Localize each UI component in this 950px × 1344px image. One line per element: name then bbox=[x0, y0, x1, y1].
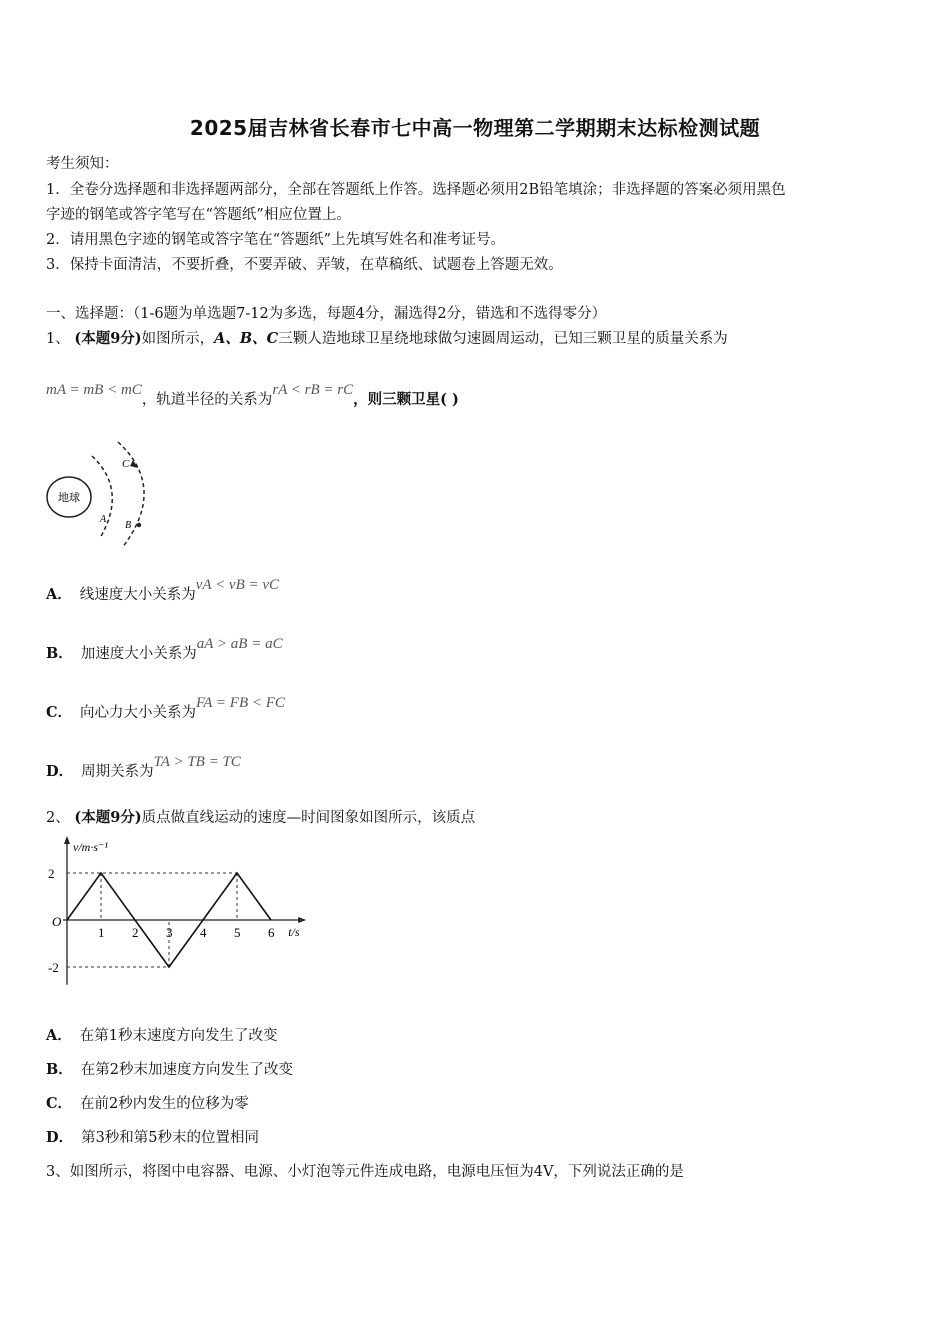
earth-label: 地球 bbox=[58, 492, 80, 504]
page-title: 2025届吉林省长春市七中高一物理第二学期期末达标检测试题 bbox=[189, 116, 761, 140]
option-equation: aA > aB = aC bbox=[196, 636, 283, 652]
option-label: B． bbox=[46, 645, 73, 662]
option-label: A． bbox=[46, 1027, 72, 1044]
q2-option-b[interactable] bbox=[46, 1058, 293, 1079]
question-3-stem bbox=[46, 1160, 684, 1181]
section-heading: 一、选择题：（1-6题为单选题7-12为多选，每题4分，漏选得2分，错选和不选得零分） bbox=[46, 306, 607, 322]
option-text: 周期关系为 bbox=[81, 764, 154, 780]
option-text: 在第1秒末速度方向发生了改变 bbox=[79, 1028, 278, 1044]
option-label: B． bbox=[46, 1061, 73, 1078]
notice-item-3: 3．保持卡面清洁，不要折叠，不要弄破、弄皱，在草稿纸、试题卷上答题无效。 bbox=[46, 257, 563, 273]
q1-option-d[interactable] bbox=[46, 754, 241, 781]
option-label: D． bbox=[46, 1129, 74, 1146]
question-number: 2、 bbox=[46, 810, 70, 826]
x-tick-label: 1 bbox=[98, 925, 105, 940]
x-tick-label: 6 bbox=[268, 925, 275, 940]
q2-option-c[interactable] bbox=[46, 1092, 249, 1113]
satellite-label-a: A bbox=[100, 514, 107, 525]
origin-label: O bbox=[52, 914, 62, 929]
option-equation: vA < vB = vC bbox=[195, 577, 280, 593]
velocity-time-chart bbox=[40, 832, 320, 994]
question-text: 质点做直线运动的速度—时间图象如图所示，该质点 bbox=[141, 810, 476, 826]
question-1-stem bbox=[46, 327, 728, 348]
y-tick-label: -2 bbox=[48, 960, 59, 975]
satellite-label-c: C bbox=[122, 458, 130, 470]
option-label: A． bbox=[46, 586, 72, 603]
relation-text: ，轨道半径的关系为 bbox=[141, 392, 273, 408]
q1-option-a[interactable] bbox=[46, 577, 280, 604]
relation-end-text: ，则三颗卫星( ) bbox=[353, 391, 459, 408]
y-axis-label: v/m·s⁻¹ bbox=[73, 840, 108, 854]
option-equation: FA = FB < FC bbox=[196, 695, 285, 711]
option-text: 向心力大小关系为 bbox=[80, 705, 197, 721]
q2-option-a[interactable] bbox=[46, 1024, 278, 1045]
question-points: (本题9分) bbox=[74, 330, 142, 347]
x-axis-label: t/s bbox=[288, 925, 300, 939]
satellite-orbit-figure bbox=[44, 438, 154, 553]
radius-relation: rA < rB = rC bbox=[272, 382, 354, 398]
satellite-b-dot bbox=[137, 523, 141, 527]
option-text: 第3秒和第5秒末的位置相同 bbox=[81, 1130, 260, 1146]
x-tick-label: 3 bbox=[166, 925, 173, 940]
q1-option-b[interactable] bbox=[46, 636, 283, 663]
option-text: 在前2秒内发生的位移为零 bbox=[80, 1096, 249, 1112]
option-label: D． bbox=[46, 763, 74, 780]
x-tick-label: 5 bbox=[234, 925, 241, 940]
notice-heading: 考生须知： bbox=[46, 156, 119, 172]
option-label: C． bbox=[46, 704, 73, 721]
x-axis-arrow bbox=[298, 917, 306, 923]
question-1-relations bbox=[46, 382, 459, 409]
question-number: 1、 bbox=[46, 331, 70, 347]
notice-item-1: 1．全卷分选择题和非选择题两部分，全部在答题纸上作答。选择题必须用2B铅笔填涂；非选择题的答案必须用黑色 bbox=[46, 182, 786, 198]
option-text: 加速度大小关系为 bbox=[80, 646, 197, 662]
orbit-inner-arc bbox=[92, 456, 112, 538]
satellite-label-b: B bbox=[125, 520, 132, 531]
option-text: 线速度大小关系为 bbox=[79, 587, 196, 603]
mass-relation: mA = mB < mC bbox=[46, 382, 142, 398]
notice-item-2: 2．请用黑色字迹的钢笔或答字笔在“答题纸”上先填写姓名和准考证号。 bbox=[46, 232, 506, 248]
q2-option-d[interactable] bbox=[46, 1126, 259, 1147]
question-text: 如图所示，将图中电容器、电源、小灯泡等元件连成电路，电源电压恒为4V，下列说法正确的是 bbox=[69, 1164, 684, 1180]
x-tick-label: 4 bbox=[200, 925, 207, 940]
notice-item-1-cont: 字迹的钢笔或答字笔写在“答题纸”相应位置上。 bbox=[46, 207, 351, 223]
question-points: (本题9分) bbox=[74, 809, 142, 826]
y-tick-label: 2 bbox=[48, 866, 55, 881]
question-number: 3、 bbox=[46, 1164, 70, 1180]
option-text: 在第2秒末加速度方向发生了改变 bbox=[80, 1062, 293, 1078]
option-equation: TA > TB = TC bbox=[153, 754, 241, 770]
option-label: C． bbox=[46, 1095, 73, 1112]
y-axis-arrow bbox=[64, 836, 70, 844]
question-2-stem bbox=[46, 806, 475, 827]
question-text-cont: 三颗人造地球卫星绕地球做匀速圆周运动，已知三颗卫星的质量关系为 bbox=[278, 331, 728, 347]
satellite-names: A、B、C bbox=[214, 330, 279, 347]
question-text: 如图所示， bbox=[141, 331, 215, 347]
x-tick-label: 2 bbox=[132, 925, 139, 940]
q1-option-c[interactable] bbox=[46, 695, 285, 722]
